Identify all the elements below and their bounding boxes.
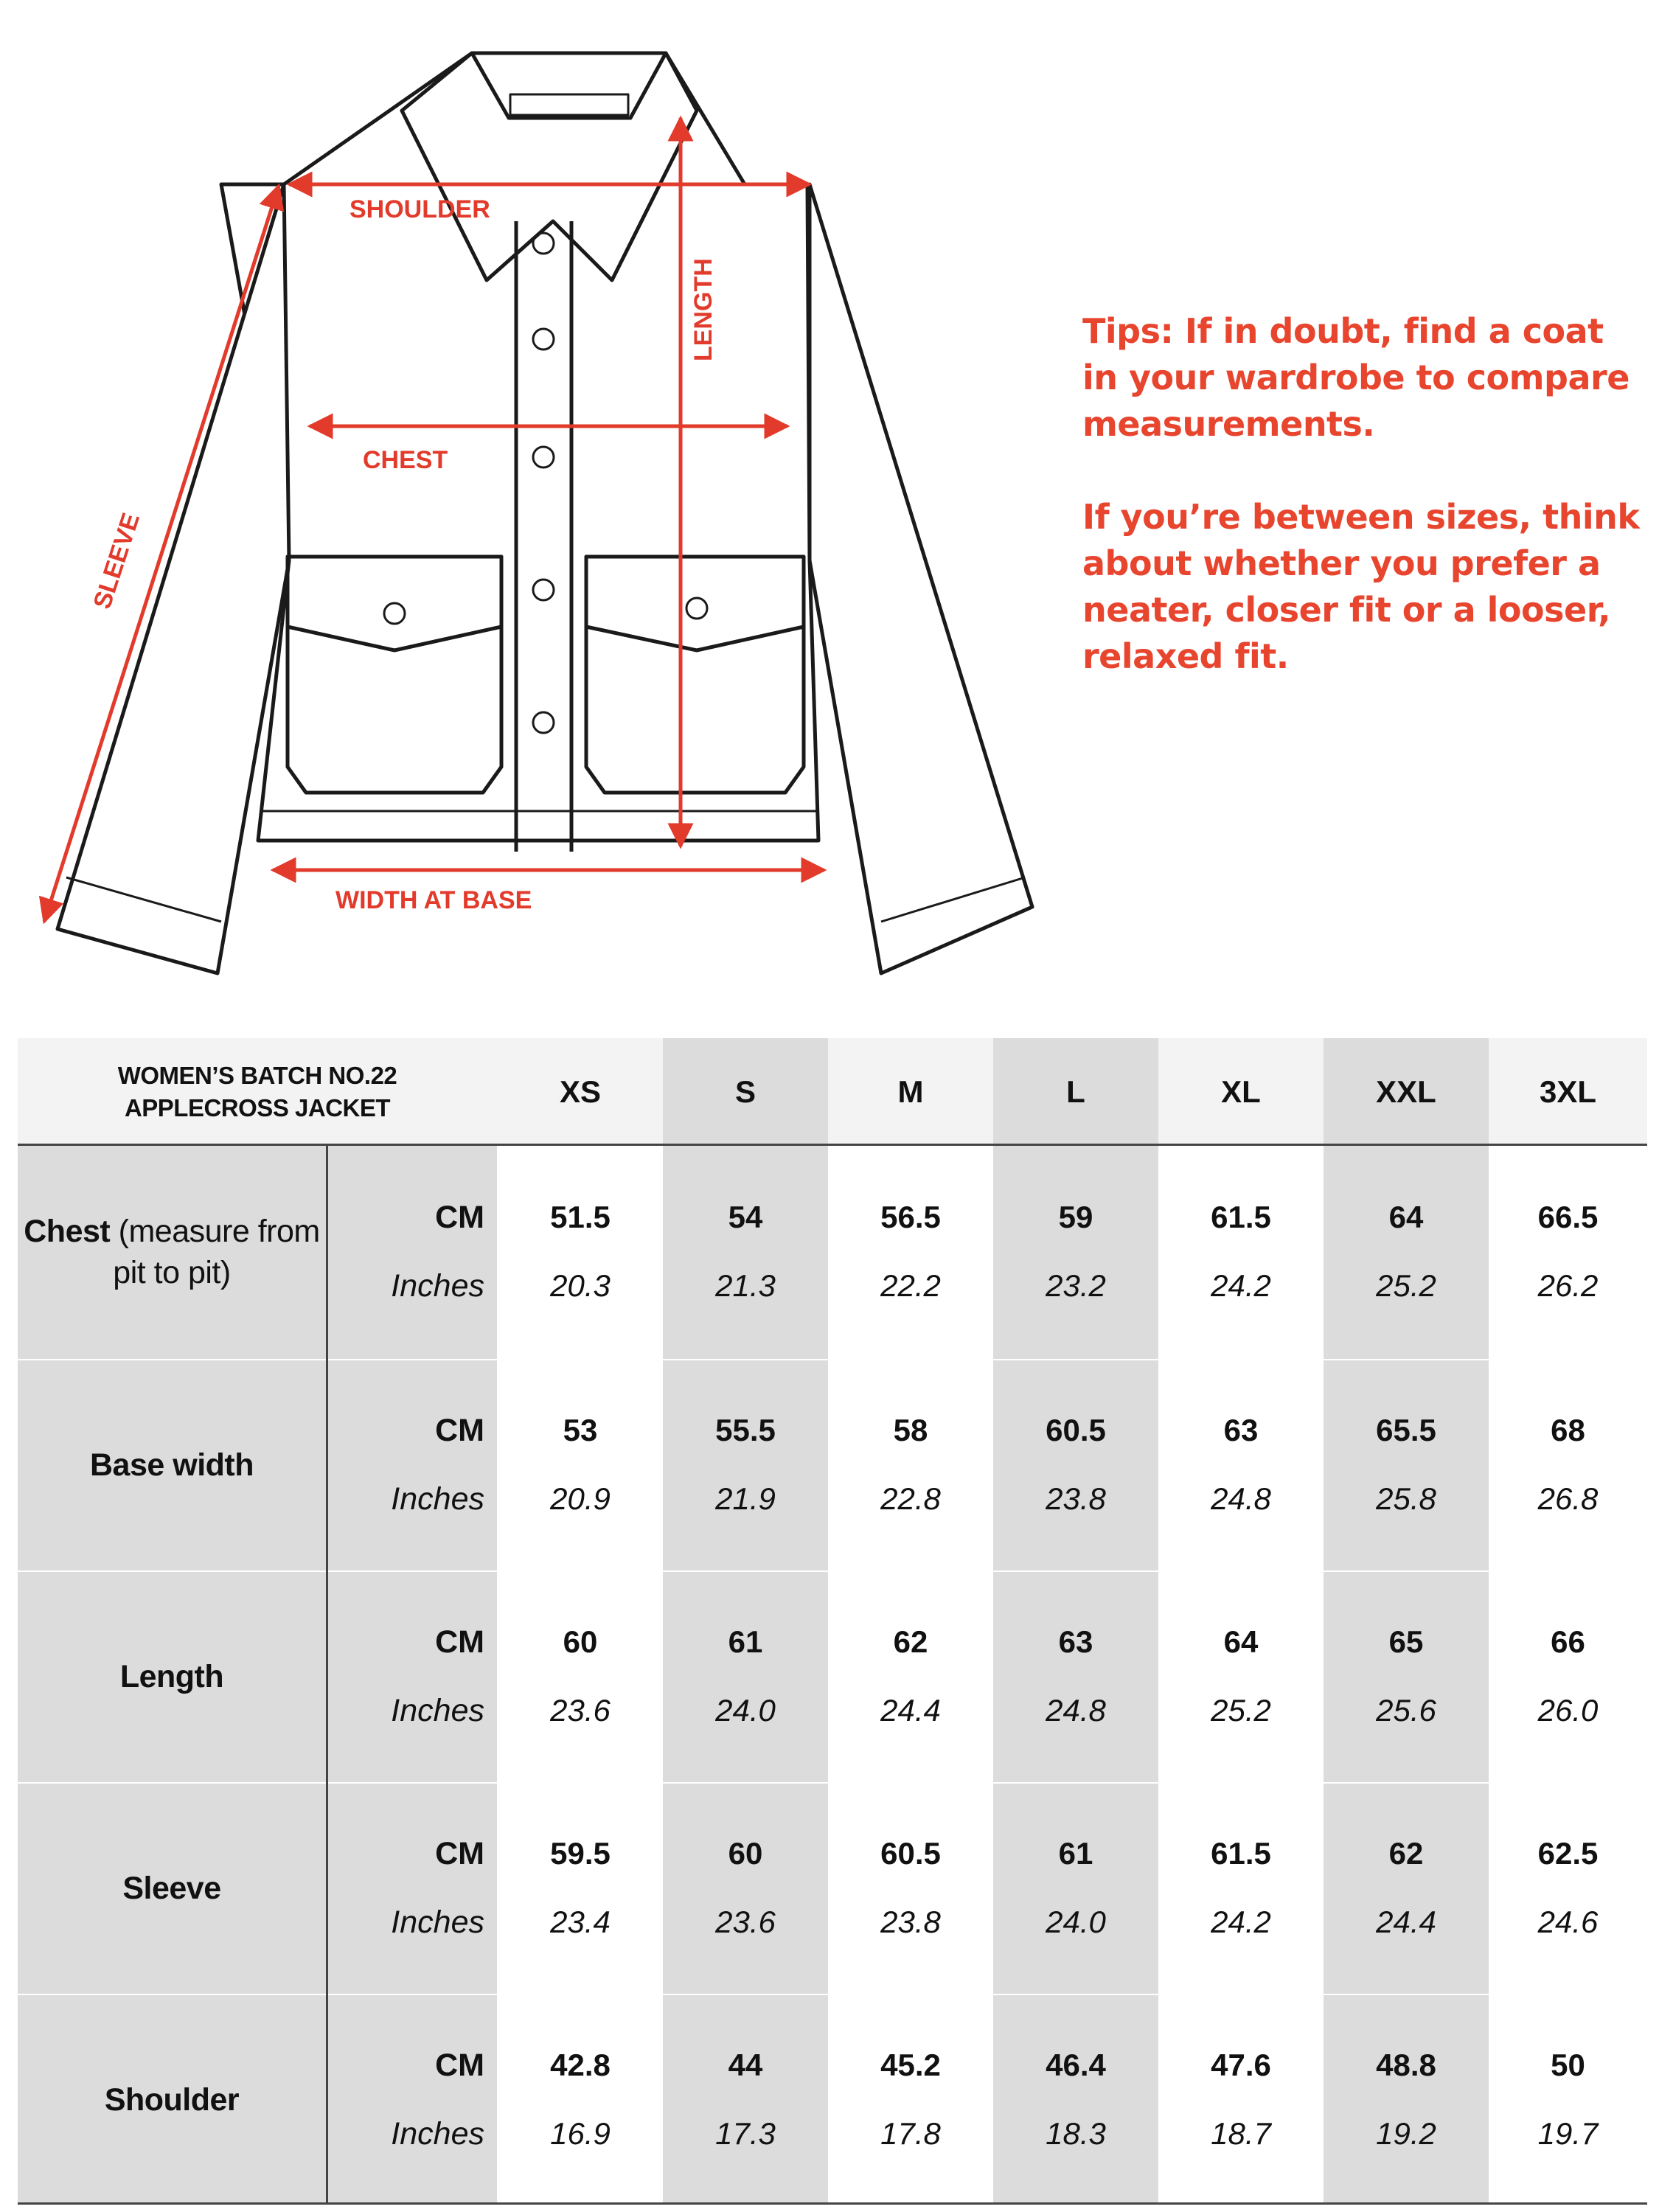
cell-shoulder-xxl-inches: 19.2 [1376,2116,1436,2151]
unit-label-inches: Inches [391,1904,484,1940]
size-header-l: L [1066,1074,1085,1109]
length-label: LENGTH [689,258,717,361]
cell-sleeve-xs-inches: 23.4 [550,1905,611,1939]
cell-chest-s-cm: 54 [728,1200,763,1234]
chest-label: CHEST [363,446,448,474]
cell-sleeve-l-inches: 24.0 [1046,1905,1106,1939]
cell-chest-xs-inches: 20.3 [550,1268,611,1303]
cell-base-width-3xl-cm: 68 [1551,1413,1585,1447]
cell-length-l-inches: 24.8 [1046,1693,1106,1728]
cell-sleeve-l-cm: 61 [1058,1836,1093,1871]
cell-length-3xl-inches: 26.0 [1537,1693,1599,1728]
cell-chest-xl-cm: 61.5 [1211,1200,1271,1234]
size-header-xl: XL [1221,1074,1261,1109]
cell-length-l-cm: 63 [1058,1624,1093,1659]
size-header-xxl: XXL [1376,1074,1436,1109]
unit-label-cm: CM [435,1624,484,1660]
cell-length-xs-inches: 23.6 [550,1693,611,1728]
size-header-3xl: 3XL [1539,1074,1597,1109]
cell-sleeve-xl-cm: 61.5 [1211,1836,1271,1871]
cell-base-width-s-inches: 21.9 [715,1481,776,1516]
cell-length-xxl-cm: 65 [1388,1624,1424,1659]
cell-base-width-xxl-cm: 65.5 [1376,1413,1436,1447]
size-header-s: S [734,1074,756,1109]
cell-length-xl-cm: 64 [1223,1624,1259,1659]
cell-sleeve-xxl-cm: 62 [1388,1836,1424,1871]
unit-label-inches: Inches [391,2115,484,2152]
cell-shoulder-l-cm: 46.4 [1046,2048,1106,2082]
cell-chest-3xl-inches: 26.2 [1537,1268,1599,1303]
cell-shoulder-xs-inches: 16.9 [550,2116,611,2151]
tips-paragraph-2: If you’re between sizes, think about whether you prefer a neater, closer fit or a looser, relaxed fit. [1082,497,1640,676]
unit-label-cm: CM [435,1199,484,1235]
cell-chest-m-cm: 56.5 [880,1200,941,1234]
sleeve-label: SLEEVE [88,509,146,613]
cell-sleeve-s-cm: 60 [728,1836,763,1871]
cell-shoulder-m-inches: 17.8 [880,2116,941,2151]
cell-base-width-s-cm: 55.5 [715,1413,776,1447]
cell-length-m-cm: 62 [893,1624,928,1659]
width-at-base-label: WIDTH AT BASE [335,886,532,914]
table-title [18,1038,497,1145]
cell-base-width-l-inches: 23.8 [1046,1481,1106,1516]
cell-chest-3xl-cm: 66.5 [1537,1200,1599,1234]
cell-shoulder-xl-inches: 18.7 [1211,2116,1271,2151]
unit-label-inches: Inches [391,1267,484,1304]
row-label-name: Base width [90,1447,254,1483]
cell-sleeve-m-inches: 23.8 [880,1905,941,1939]
cell-shoulder-xs-cm: 42.8 [550,2048,611,2082]
unit-label-cm: CM [435,1412,484,1448]
cell-shoulder-l-inches: 18.3 [1046,2116,1106,2151]
tips-box [1082,308,1643,726]
size-chart-table [18,1038,1647,2205]
cell-chest-xxl-inches: 25.2 [1376,1268,1436,1303]
cell-shoulder-xl-cm: 47.6 [1211,2048,1271,2082]
cell-sleeve-xs-cm: 59.5 [550,1836,611,1871]
cell-chest-s-inches: 21.3 [715,1268,776,1303]
unit-label-inches: Inches [391,1692,484,1728]
cell-chest-m-inches: 22.2 [880,1268,941,1303]
cell-base-width-m-inches: 22.8 [880,1481,941,1516]
cell-length-xxl-inches: 25.6 [1376,1693,1436,1728]
row-label-chest [18,1147,326,1357]
cell-shoulder-xxl-cm: 48.8 [1376,2048,1436,2082]
cell-length-xl-inches: 25.2 [1211,1693,1271,1728]
cell-length-3xl-cm: 66 [1551,1624,1585,1659]
cell-length-s-inches: 24.0 [715,1693,776,1728]
cell-length-m-inches: 24.4 [880,1693,941,1728]
cell-sleeve-s-inches: 23.6 [715,1905,776,1939]
cell-base-width-3xl-inches: 26.8 [1537,1481,1599,1516]
unit-label-inches: Inches [391,1481,484,1517]
cell-base-width-xl-inches: 24.8 [1211,1481,1271,1516]
row-label-note: (measure from pit to pit) [110,1214,320,1290]
cell-base-width-xs-inches: 20.9 [550,1481,611,1516]
cell-sleeve-m-cm: 60.5 [880,1836,941,1871]
cell-base-width-xl-cm: 63 [1223,1413,1259,1447]
cell-length-xs-cm: 60 [563,1624,598,1659]
size-header-m: M [897,1074,924,1109]
jacket-outline [58,53,1032,973]
row-label-length [18,1572,326,1781]
cell-base-width-xxl-inches: 25.8 [1376,1481,1436,1516]
shoulder-label: SHOULDER [349,195,490,223]
cell-chest-xl-inches: 24.2 [1211,1268,1271,1303]
cell-sleeve-xl-inches: 24.2 [1211,1905,1271,1939]
cell-base-width-xs-cm: 53 [563,1413,598,1447]
unit-label-cm: CM [435,1835,484,1871]
tips-paragraph-1: Tips: If in doubt, find a coat in your wardrobe to compare measurements. [1082,311,1630,444]
size-header-xs: XS [559,1074,602,1109]
table-title-line-2: APPLECROSS JACKET [124,1093,391,1121]
cell-shoulder-3xl-cm: 50 [1551,2048,1585,2082]
cell-base-width-l-cm: 60.5 [1046,1413,1106,1447]
row-label-name: Chest [24,1214,111,1249]
cell-shoulder-3xl-inches: 19.7 [1537,2116,1599,2151]
cell-chest-l-cm: 59 [1058,1200,1093,1234]
row-label-sleeve [18,1784,326,1993]
cell-base-width-m-cm: 58 [893,1413,928,1447]
cell-shoulder-m-cm: 45.2 [880,2048,941,2082]
cell-chest-xs-cm: 51.5 [550,1200,611,1234]
row-label-base-width [18,1360,326,1570]
row-label-name: Shoulder [104,2082,240,2118]
cell-sleeve-3xl-cm: 62.5 [1537,1836,1599,1871]
row-label-name: Length [119,1659,224,1694]
cell-shoulder-s-inches: 17.3 [715,2116,776,2151]
cell-sleeve-3xl-inches: 24.6 [1537,1905,1599,1939]
unit-label-cm: CM [435,2047,484,2083]
cell-chest-l-inches: 23.2 [1046,1268,1106,1303]
row-label-shoulder [18,1995,326,2205]
cell-chest-xxl-cm: 64 [1388,1200,1424,1234]
table-title-line-1: WOMEN’S BATCH NO.22 [117,1061,397,1089]
cell-length-s-cm: 61 [728,1624,763,1659]
row-label-name: Sleeve [122,1871,221,1906]
cell-shoulder-s-cm: 44 [728,2048,763,2082]
cell-sleeve-xxl-inches: 24.4 [1376,1905,1436,1939]
